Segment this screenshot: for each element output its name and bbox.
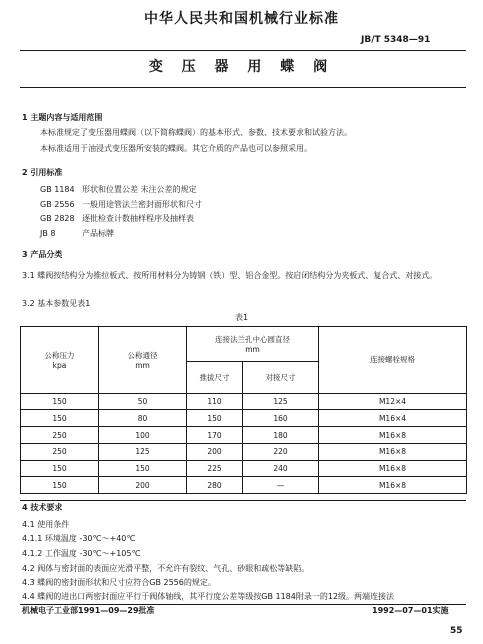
header-pressure: 公称压力 kpa (21, 327, 99, 394)
section-4-1-2: 4.1.2 工作温度 -30℃～+105℃ (22, 549, 141, 558)
table-cell-p: 250 (21, 443, 99, 460)
reference-4-code: JB 8 (40, 229, 56, 238)
table-cell-dn: 125 (99, 443, 187, 460)
table-cell-dn: 150 (99, 460, 187, 477)
section-3-2-text: 3.2 基本参数见表1 (22, 299, 91, 308)
section-1-heading: 1 主题内容与适用范围 (22, 113, 103, 122)
table-cell-ext: 200 (187, 443, 243, 460)
table-cell-p: 150 (21, 410, 99, 427)
table-cell-bolt: M16×8 (319, 443, 467, 460)
header-flange-diameter: 连接法兰孔中心圆直径 mm (187, 327, 319, 362)
reference-1-title: 形状和位置公差 未注公差的规定 (82, 185, 197, 194)
reference-3-title: 逐批检查计数抽样程序及抽样表 (82, 214, 194, 223)
reference-2-code: GB 2556 (40, 200, 75, 209)
table-cell-dn: 200 (99, 477, 187, 494)
title-rule (20, 87, 466, 88)
table-cell-ext: 225 (187, 460, 243, 477)
section-4-2: 4.2 阀体与密封面的表面应光滑平整，不允许有裂纹、气孔、砂眼和疏松等缺陷。 (22, 564, 310, 573)
section-1-paragraph-2: 本标准适用于油浸式变压器所安装的蝶阀。其它介质的产品也可以参照采用。 (40, 144, 312, 153)
header-nominal-diameter: 公称通径 mm (99, 327, 187, 394)
reference-4 (40, 228, 114, 239)
section-4-1: 4.1 使用条件 (22, 520, 70, 529)
header-int-size: 对接尺寸 (243, 362, 319, 394)
reference-4-title: 产品标牌 (82, 229, 114, 238)
reference-1 (40, 184, 197, 195)
table-cell-ext: 170 (187, 427, 243, 444)
header-rule (20, 50, 466, 51)
document-title: 变 压 器 用 蝶 阀 (148, 59, 335, 75)
reference-2 (40, 199, 202, 210)
table-cell-bolt: M12×4 (319, 393, 467, 410)
table-cell-int: 240 (243, 460, 319, 477)
table-cell-p: 150 (21, 477, 99, 494)
reference-2-title: 一般用途管法兰密封面形状和尺寸 (82, 200, 202, 209)
standard-number: JB/T 5348—91 (361, 35, 431, 45)
table-cell-bolt: M16×8 (319, 427, 467, 444)
table-cell-int: — (243, 477, 319, 494)
table-cell-ext: 280 (187, 477, 243, 494)
table-cell-bolt: M16×8 (319, 477, 467, 494)
page-number: 55 (450, 626, 463, 636)
table-cell-int: 180 (243, 427, 319, 444)
table-cell-int: 220 (243, 443, 319, 460)
section-4-heading: 4 技术要求 (22, 503, 63, 512)
table-cell-dn: 80 (99, 410, 187, 427)
standard-org-title: 中华人民共和国机械行业标准 (144, 11, 339, 27)
table-cell-ext: 150 (187, 410, 243, 427)
section-4-3: 4.3 蝶阀的密封面形状和尺寸应符合GB 2556的规定。 (22, 578, 216, 587)
section-3-heading: 3 产品分类 (22, 250, 63, 259)
table-caption: 表1 (234, 313, 249, 322)
section-2-heading: 2 引用标准 (22, 168, 63, 177)
footer-approved: 机械电子工业部1991—09—29批准 (22, 606, 155, 615)
reference-3-code: GB 2828 (40, 214, 75, 223)
table-cell-dn: 50 (99, 393, 187, 410)
footer-implemented: 1992—07—01实施 (372, 606, 449, 615)
table-row (21, 410, 467, 427)
table-bottom-rule (20, 500, 466, 501)
section-1-paragraph-1: 本标准规定了变压器用蝶阀（以下简称蝶阀）的基本形式、参数、技术要求和试验方法。 (40, 128, 352, 137)
section-4-1-1: 4.1.1 环境温度 -30℃～+40℃ (22, 534, 136, 543)
table-cell-bolt: M16×4 (319, 410, 467, 427)
table-cell-dn: 100 (99, 427, 187, 444)
reference-3 (40, 213, 194, 224)
parameter-table (20, 326, 466, 494)
table-cell-int: 125 (243, 393, 319, 410)
section-3-1-text: 3.1 蝶阀按结构分为推拉板式、按所用材料分为铸钢（铁）型、铝合金型。按启闭结构分为夹板式、复合式、对接式。 (22, 271, 438, 280)
table-row (21, 460, 467, 477)
table-row (21, 393, 467, 410)
table-cell-ext: 110 (187, 393, 243, 410)
table-row (21, 443, 467, 460)
table-row (21, 427, 467, 444)
reference-1-code: GB 1184 (40, 185, 75, 194)
table-cell-bolt: M16×8 (319, 460, 467, 477)
table-row (21, 477, 467, 494)
header-ext-size: 推拔尺寸 (187, 362, 243, 394)
section-4-4: 4.4 蝶阀的进出口两密封面应平行于阀体轴线，其平行度公差等级按GB 1184附录一的12级。两端连接法 (22, 592, 395, 601)
table-cell-p: 150 (21, 393, 99, 410)
table-cell-int: 160 (243, 410, 319, 427)
header-bolt-spec: 连接螺栓规格 (319, 327, 467, 394)
table-cell-p: 150 (21, 460, 99, 477)
table-cell-p: 250 (21, 427, 99, 444)
